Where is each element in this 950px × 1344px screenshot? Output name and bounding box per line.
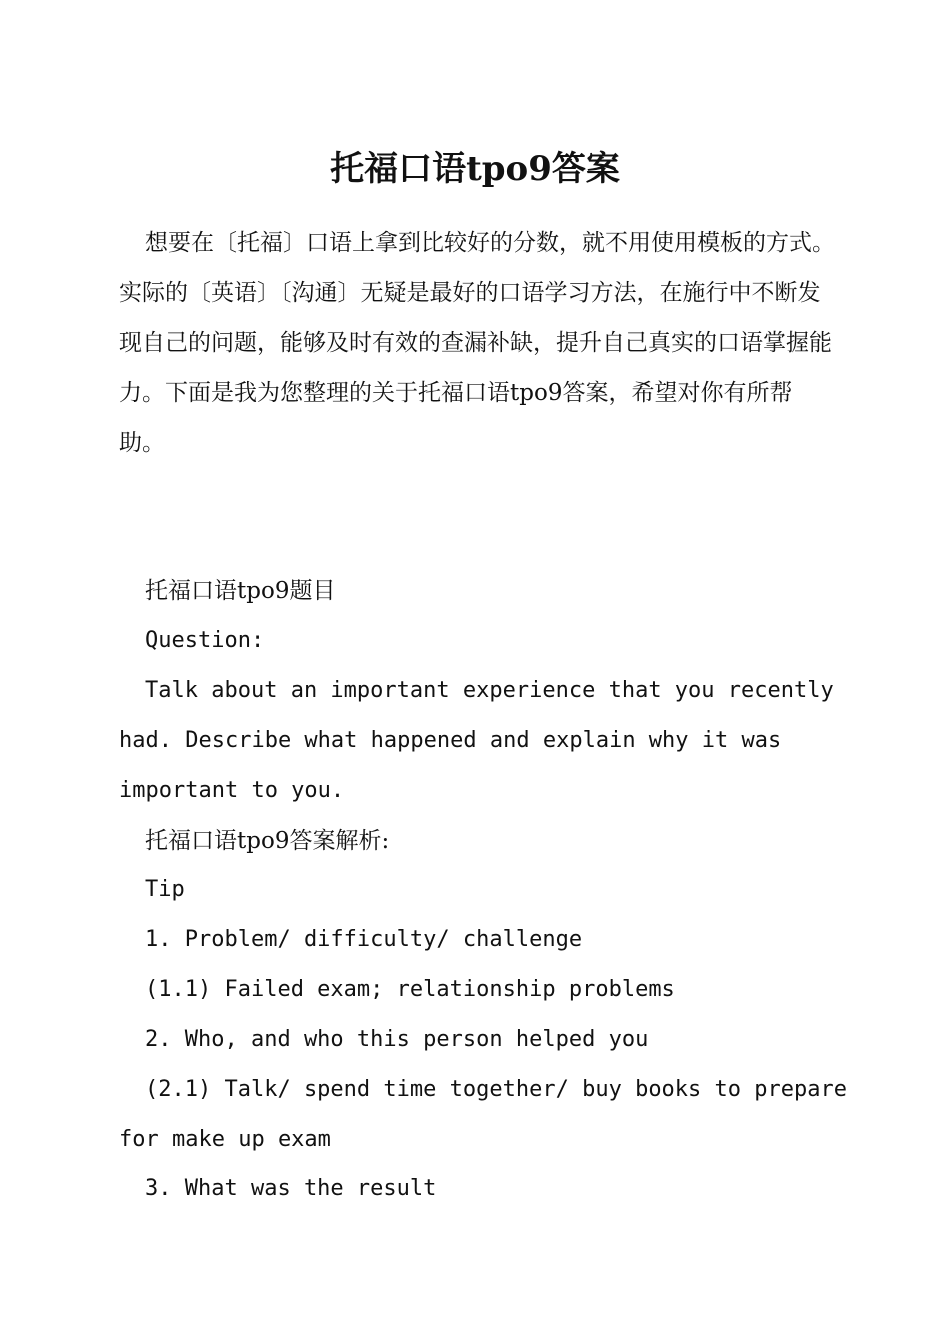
analysis-heading: 托福口语tpo9答案解析: xyxy=(145,828,390,854)
intro-paragraph: 想要在〔托福〕口语上拿到比较好的分数，就不用使用模板的方式。实际的〔英语〕〔沟通〕无疑是最好的口语学习方法，在施行中不断发现自己的问题，能够及时有效的查漏补缺，提升自己真实的口语掌握能力。下面是我为您整理的关于托福口语tpo9答案，希望对你有所帮助。 xyxy=(119,230,835,456)
document-title: 托福口语tpo9答案 xyxy=(330,149,620,189)
question-line-1: Talk about an important experience that you recently xyxy=(145,678,834,703)
tip-label: Tip xyxy=(145,877,185,902)
tip-item-3: 3. What was the result xyxy=(145,1176,437,1201)
tip-item-2: 2. Who, and who this person helped you xyxy=(145,1027,649,1052)
section-heading: 托福口语tpo9题目 xyxy=(145,578,336,604)
tip-item-1-1: (1.1) Failed exam; relationship problems xyxy=(145,977,675,1002)
tip-item-2-1-continued: for make up exam xyxy=(119,1127,331,1152)
question-line-3: important to you. xyxy=(119,778,345,803)
question-label: Question: xyxy=(145,628,265,653)
tip-item-2-1: (2.1) Talk/ spend time together/ buy books to prepare xyxy=(145,1077,847,1102)
tip-item-1: 1. Problem/ difficulty/ challenge xyxy=(145,927,583,952)
question-line-2: had. Describe what happened and explain why it was xyxy=(119,728,782,753)
